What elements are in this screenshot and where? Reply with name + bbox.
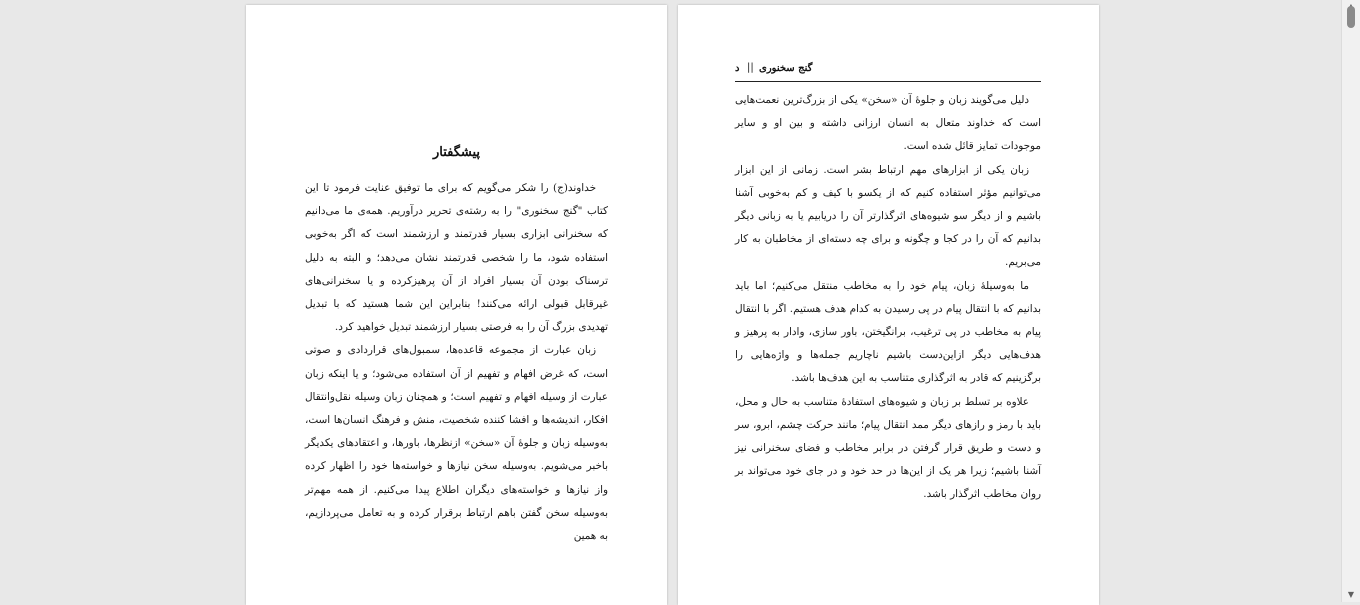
paragraph: زبان عبارت از مجموعه قاعده‌ها، سمبول‌های قراردادی و صوتی است، که غرض افهام و تفهیم از آن استفاده می‌شود؛ و یا اینکه زبان عبارت از وسیله افهام و تفهیم است؛ و همچنان زبان وسیله نقل‌وانتقال افکار، اندیشه‌ها و افشا کننده شخصیت، منش و فرهنگ انسان‌ها است، به‌وسیله زبان و جلوهٔ آن «سخن» ازنظرها، باورها، و اعتقادهای یکدیگر باخبر می‌شویم. به‌وسیله سخن نیازها و خواسته‌ها خود را اظهار کرده واز نیازها و خواسته‌های دیگران اطلاع پیدا می‌کنیم. از همه مهم‌تر به‌وسیله سخن گفتن باهم ارتباط برقرار کرده و به تعامل می‌پردازیم، به همین [305, 344, 608, 543]
paragraph: علاوه بر تسلط بر زبان و شیوه‌های استفادهٔ متناسب به حال و محل، باید با رمز و رازهای دیگر ممد انتقال پیام؛ مانند حرکت چشم، ابرو، سر و دست و طریق قرار گرفتن در برابر مخاطب و فضای سخنرانی نیز آشنا باشیم؛ زیرا هر یک از این‌ها در حد خود و در جای خود می‌تواند بر روان مخاطب اثرگذار باشد. [735, 395, 1041, 501]
left-page-text [305, 177, 608, 548]
running-header [735, 61, 1041, 82]
page-right [678, 5, 1099, 605]
scroll-down-arrow-icon[interactable]: ▼ [1347, 590, 1355, 599]
paragraph: ما به‌وسیلهٔ زبان، پیام خود را به مخاطب منتقل می‌کنیم؛ اما باید بدانیم که با انتقال پیام در پی رسیدن به کدام هدف هستیم. اگر با انتقال پیام به مخاطب در پی ترغیب، برانگیختن، باور سازی، وادار به پرهیز و هدف‌هایی دیگر ازاین‌دست باشیم ناچاریم جمله‌ها و واژه‌هایی را برگزینیم که قادر به اثرگذاری متناسب به این هدف‌ها باشد. [735, 279, 1041, 385]
header-title: گنج سخنوری [759, 63, 813, 74]
paragraph: خداوند(ج) را شکر می‌گویم که برای ما توفیق عنایت فرمود تا این کتاب "گنج سخنوری" را به رشته‌ی تحریر درآوریم. همه‌ی ما می‌دانیم که سخنرانی ابزاری بسیار قدرتمند و ارزشمند است که اگر به‌خوبی استفاده شود، ما را شخصی قدرتمند نشان می‌دهد؛ و البته به دلیل ترسناک بودن آن بسیار افراد از آن پرهیزکرده و یا سخنرانی‌های غیرقابل قبولی ارائه می‌کنند! بنابراین این شما هستید که با تبدیل تهدیدی بزرگ آن را به فرصتی بسیار ارزشمند تبدیل خواهید کرد. [305, 182, 608, 334]
paragraph: زبان یکی از ابزارهای مهم ارتباط بشر است. زمانی از این ابزار می‌توانیم مؤثر استفاده کنیم که از یکسو با کیف و کم به‌خوبی آشنا باشیم و از دیگر سو شیوه‌های اثرگذارتر آن را دریابیم یا به زبانی دیگر بدانیم که آن را در کجا و چگونه و برای چه دسته‌ای از مخاطبان به کار می‌بریم. [735, 163, 1041, 269]
vertical-scrollbar[interactable] [1341, 0, 1360, 602]
scroll-thumb[interactable] [1347, 6, 1355, 28]
page-left [246, 5, 667, 605]
chapter-title: پیشگفتار [432, 145, 481, 160]
right-page-text [735, 89, 1041, 507]
paragraph: دلیل می‌گویند زبان و جلوهٔ آن «سخن» یکی از بزرگ‌ترین نعمت‌هایی است که خداوند متعال به انسان ارزانی داشته و بین او و سایر موجودات تمایز قائل شده است. [735, 94, 1041, 153]
header-separator: || [747, 62, 754, 73]
page-number: د [735, 63, 740, 74]
